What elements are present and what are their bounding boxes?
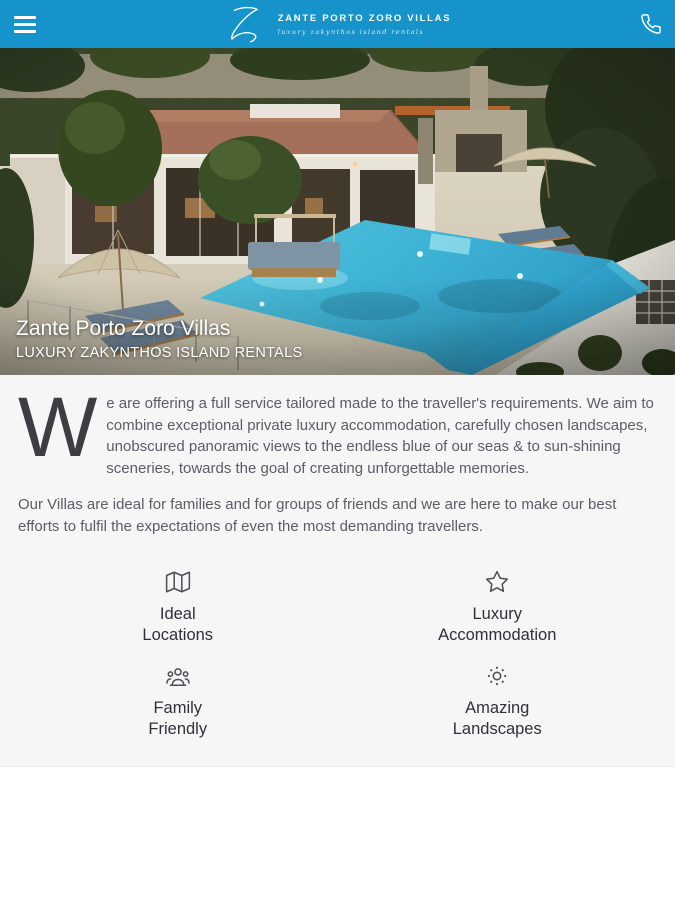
feature-ideal-locations xyxy=(18,569,338,646)
phone-icon[interactable] xyxy=(640,13,662,35)
feature-label-line2: Friendly xyxy=(148,720,208,738)
star-icon xyxy=(484,569,510,595)
feature-label-line1: Ideal xyxy=(159,605,196,623)
feature-label-line1: Amazing xyxy=(465,699,530,717)
logo-z-monogram-icon xyxy=(224,4,266,44)
intro-paragraph-1 xyxy=(18,380,657,479)
app-header xyxy=(0,0,675,48)
hero-caption xyxy=(16,317,303,361)
content-spacer xyxy=(0,767,675,908)
feature-family-friendly xyxy=(18,663,338,740)
feature-label-line1: Luxury xyxy=(472,605,523,623)
feature-label-line2: Accommodation xyxy=(438,626,557,644)
features-grid xyxy=(18,569,657,740)
feature-label-line2: Landscapes xyxy=(452,720,542,738)
hamburger-menu-icon[interactable] xyxy=(14,16,36,33)
hero-subtitle: LUXURY ZAKYNTHOS ISLAND RENTALS xyxy=(16,345,303,361)
sun-icon xyxy=(484,663,510,689)
hero-title: Zante Porto Zoro Villas xyxy=(16,317,231,340)
family-icon xyxy=(165,663,191,689)
intro-paragraph-1-text: e are offering a full service tailored made to the traveller's requirements. We aim to combine exceptional private luxury accommodation, carefully chosen landscapes, unobscured panoramic views to the endless blue of our seas & to sun-shining sceneries, towards the goal of creating unforgettable memories. xyxy=(106,395,654,477)
intro-section xyxy=(0,375,675,767)
intro-paragraph-2: Our Villas are ideal for families and for groups of friends and we are here to make our best efforts to fulfil the expectations of even the most demanding travellers. xyxy=(18,496,617,535)
feature-luxury-accommodation xyxy=(338,569,658,646)
brand-name: ZANTE PORTO ZORO VILLAS xyxy=(277,12,452,24)
brand-tagline: luxury zakynthos island rentals xyxy=(277,27,425,36)
dropcap: W xyxy=(18,380,98,474)
feature-amazing-landscapes xyxy=(338,663,658,740)
feature-label-line2: Locations xyxy=(142,626,214,644)
site-logo[interactable] xyxy=(224,4,452,44)
feature-label-line1: Family xyxy=(153,699,203,717)
map-icon xyxy=(165,569,191,595)
hero-banner xyxy=(0,48,675,375)
